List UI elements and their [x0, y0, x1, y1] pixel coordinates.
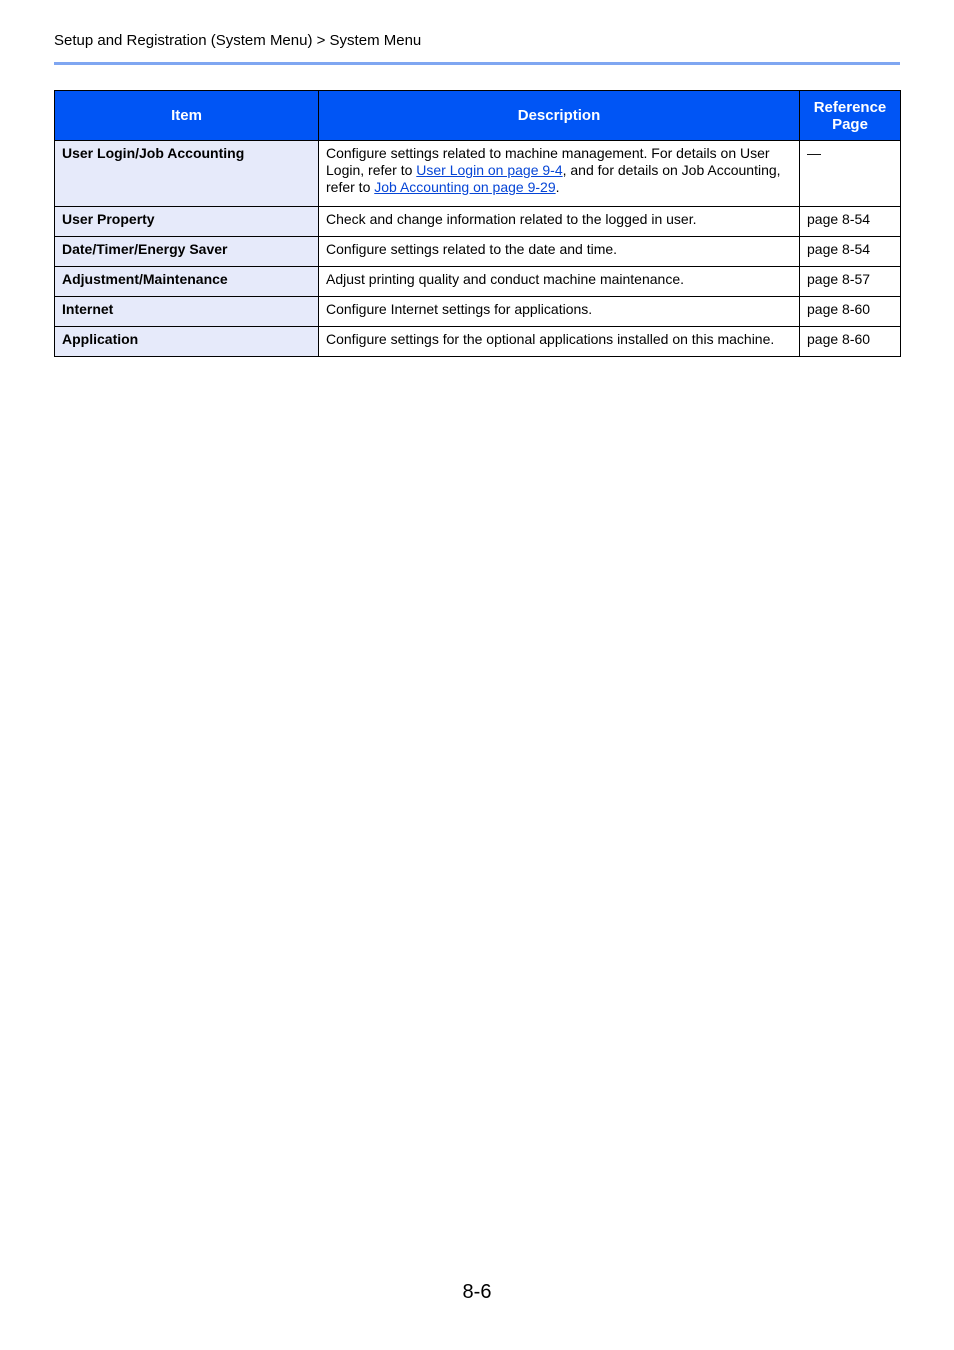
system-menu-table	[54, 90, 901, 357]
item-cell: Date/Timer/Energy Saver	[55, 237, 319, 267]
column-header-reference	[800, 91, 901, 141]
reference-cell: page 8-54	[800, 207, 901, 237]
item-cell: User Login/Job Accounting	[55, 141, 319, 207]
table-row	[55, 267, 901, 297]
reference-cell: page 8-54	[800, 237, 901, 267]
description-cell: Check and change information related to the logged in user.	[319, 207, 800, 237]
reference-cell: page 8-60	[800, 327, 901, 357]
job-accounting-link[interactable]: Job Accounting on page 9-29	[374, 179, 556, 195]
item-cell: User Property	[55, 207, 319, 237]
user-login-link[interactable]: User Login on page 9-4	[416, 162, 563, 178]
description-cell: Adjust printing quality and conduct machine maintenance.	[319, 267, 800, 297]
description-text: , and for details on Job Accounting, refer to	[326, 162, 781, 195]
table-header-row	[55, 91, 901, 141]
column-header-reference-line1: Reference	[813, 98, 887, 116]
column-header-description: Description	[319, 91, 800, 141]
table-row	[55, 237, 901, 267]
reference-cell: —	[800, 141, 901, 207]
reference-cell: page 8-60	[800, 297, 901, 327]
page-number: 8-6	[462, 1281, 492, 1303]
column-header-item: Item	[55, 91, 319, 141]
item-cell: Internet	[55, 297, 319, 327]
table-row	[55, 327, 901, 357]
description-text: Configure settings related to machine management. For details on User Login, refer to	[326, 145, 770, 178]
breadcrumb: Setup and Registration (System Menu) > System Menu	[54, 32, 422, 49]
description-cell: Configure settings related to the date and time.	[319, 237, 800, 267]
header-divider	[54, 62, 900, 65]
description-text: .	[555, 179, 560, 195]
description-cell: Configure settings for the optional applications installed on this machine.	[319, 327, 800, 357]
table-row	[55, 141, 901, 207]
column-header-reference-line2: Page	[832, 115, 868, 133]
item-cell: Adjustment/Maintenance	[55, 267, 319, 297]
reference-cell: page 8-57	[800, 267, 901, 297]
table-row	[55, 297, 901, 327]
description-cell	[319, 141, 800, 207]
table-row	[55, 207, 901, 237]
item-cell: Application	[55, 327, 319, 357]
description-cell: Configure Internet settings for applications.	[319, 297, 800, 327]
